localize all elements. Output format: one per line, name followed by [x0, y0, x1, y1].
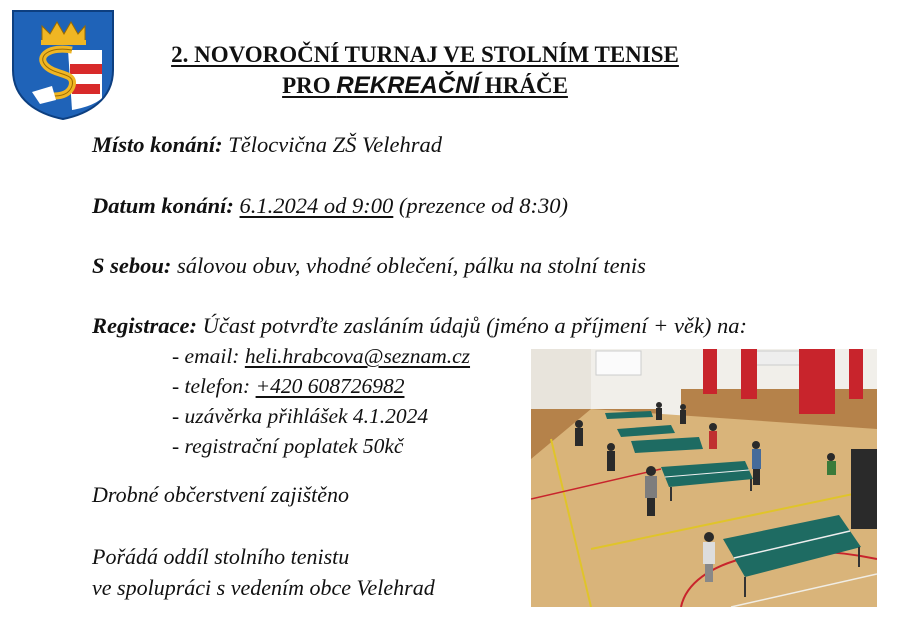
fee-line: - registrační poplatek 50kč: [172, 434, 404, 458]
venue-label: Místo konání:: [92, 132, 223, 157]
date-value: 6.1.2024 od 9:00: [239, 193, 394, 218]
refreshments-line: Drobné občerstvení zajištěno: [92, 482, 350, 507]
phone-link[interactable]: +420 608726982: [255, 374, 405, 398]
email-line: - email: heli.hrabcova@seznam.cz: [172, 344, 471, 368]
venue-line: [92, 132, 442, 158]
bring-label: S sebou:: [92, 253, 172, 278]
organizer-line-2: ve spolupráci s vedením obce Velehrad: [92, 575, 435, 600]
registration-text: Účast potvrďte zasláním údajů (jméno a příjmení + věk) na:: [196, 313, 748, 338]
title-line-1: 2. NOVOROČNÍ TURNAJ VE STOLNÍM TENISE: [171, 42, 679, 67]
venue-value: Tělocvična ZŠ Velehrad: [222, 132, 443, 157]
registration-line: [92, 313, 747, 339]
email-link[interactable]: heli.hrabcova@seznam.cz: [244, 344, 471, 368]
organizer-line-1: Pořádá oddíl stolního tenistu: [92, 544, 350, 569]
bring-line: [92, 253, 646, 279]
date-label: Datum konání:: [92, 193, 234, 218]
title-emphasis: REKREAČNÍ: [336, 72, 480, 99]
phone-line: - telefon: +420 608726982: [172, 374, 405, 398]
deadline-line: - uzávěrka přihlášek 4.1.2024: [172, 404, 429, 428]
date-note: (prezence od 8:30): [393, 193, 569, 218]
date-line: [92, 193, 568, 219]
registration-label: Registrace:: [92, 313, 197, 338]
bring-value: sálovou obuv, vhodné oblečení, pálku na stolní tenis: [171, 253, 646, 278]
table-tennis-gym-photo: [531, 349, 877, 607]
title-line-2: PRO REKREAČNÍ HRÁČE: [282, 72, 568, 99]
